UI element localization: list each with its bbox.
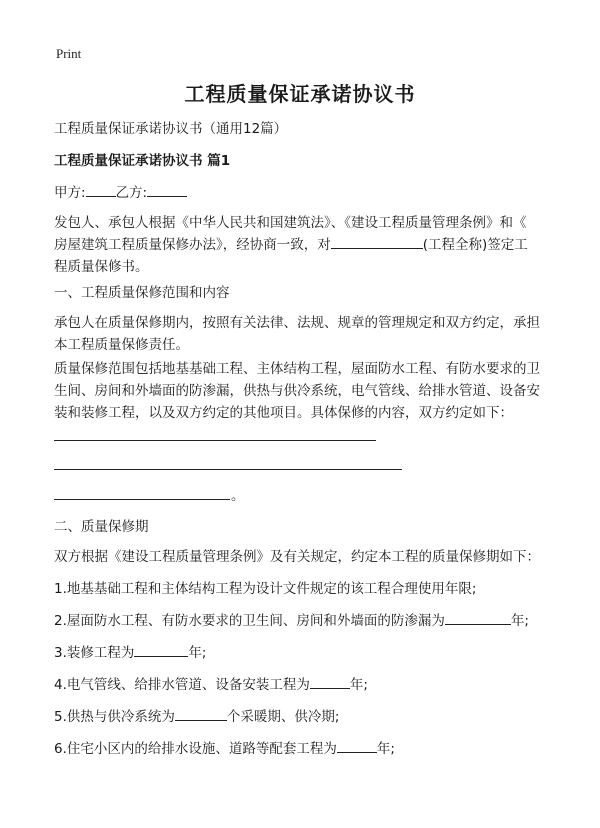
section1-heading: 一、工程质量保修范围和内容 — [54, 285, 230, 301]
document-subtitle: 工程质量保证承诺协议书（通用12篇） — [54, 121, 288, 137]
warranty-item-text: 6.住宅小区内的给排水设施、道路等配套工程为 — [54, 741, 337, 757]
warranty-item-suffix: 年; — [188, 645, 207, 661]
section1-p2-line3: 装和装修工程，以及双方约定的其他项目。具体保修的内容，双方约定如下： — [54, 405, 513, 421]
intro-line-3: 程质量保修书。 — [54, 259, 149, 275]
warranty-item — [54, 578, 546, 600]
warranty-item — [54, 706, 546, 728]
warranty-item — [54, 674, 546, 696]
section1-p2-line2: 生间、房间和外墙面的防渗漏，供热与供冷系统，电气管线、给排水管道、设备安 — [54, 383, 540, 399]
section2-heading: 二、质量保修期 — [54, 519, 149, 535]
warranty-years-blank — [337, 738, 377, 753]
fill-in-line-2 — [54, 469, 402, 470]
warranty-item-suffix: 年; — [510, 613, 529, 629]
fill-in-line-3 — [54, 499, 230, 500]
warranty-item-text: 1.地基基础工程和主体结构工程为设计文件规定的该工程合理使用年限; — [54, 581, 477, 597]
party-a-label: 甲方: — [54, 185, 86, 201]
section-heading: 工程质量保证承诺协议书 篇1 — [54, 153, 231, 169]
party-a-blank — [86, 182, 116, 197]
warranty-item-text: 3.装修工程为 — [54, 645, 135, 661]
project-name-blank — [331, 234, 423, 249]
intro-line-2 — [54, 234, 546, 256]
warranty-years-blank — [134, 642, 188, 657]
intro-line-2a: 房屋建筑工程质量保修办法》，经协商一致，对 — [54, 237, 331, 253]
warranty-item — [54, 738, 546, 760]
party-b-blank — [147, 182, 187, 197]
warranty-item-suffix: 年; — [376, 741, 395, 757]
fill-in-line-1 — [54, 440, 376, 441]
party-b-label: 乙方: — [115, 185, 148, 201]
warranty-item-text: 5.供热与供冷系统为 — [54, 709, 175, 725]
section1-p1-line1: 承包人在质量保修期内，按照有关法律、法规、规章的管理规定和双方约定，承担 — [54, 315, 540, 331]
warranty-item-text: 2.屋面防水工程、有防水要求的卫生间、房间和外墙面的防渗漏为 — [54, 613, 445, 629]
warranty-item-text: 4.电气管线、给排水管道、设备安装工程为 — [54, 677, 310, 693]
parties-line — [54, 182, 546, 204]
print-link[interactable]: Print — [56, 46, 82, 61]
fill-in-end-mark: 。 — [231, 488, 245, 504]
intro-line-1: 发包人、承包人根据《中华人民共和国建筑法》、《建设工程质量管理条例》和《 — [54, 215, 527, 231]
section2-intro: 双方根据《建设工程质量管理条例》及有关规定，约定本工程的质量保修期如下： — [54, 549, 540, 565]
intro-line-2b: (工程全称)签定工 — [422, 237, 528, 253]
warranty-item — [54, 642, 546, 664]
document-title: 工程质量保证承诺协议书 — [184, 82, 416, 106]
warranty-item-suffix: 个采暖期、供冷期; — [226, 709, 340, 725]
section1-p1-line2: 本工程质量保修责任。 — [54, 337, 189, 353]
warranty-item — [54, 610, 546, 632]
warranty-item-suffix: 年; — [349, 677, 368, 693]
warranty-years-blank — [310, 674, 350, 689]
section1-p2-line1: 质量保修范围包括地基基础工程、主体结构工程，屋面防水工程、有防水要求的卫 — [54, 361, 540, 377]
warranty-period-blank — [175, 706, 227, 721]
warranty-years-blank — [445, 610, 511, 625]
